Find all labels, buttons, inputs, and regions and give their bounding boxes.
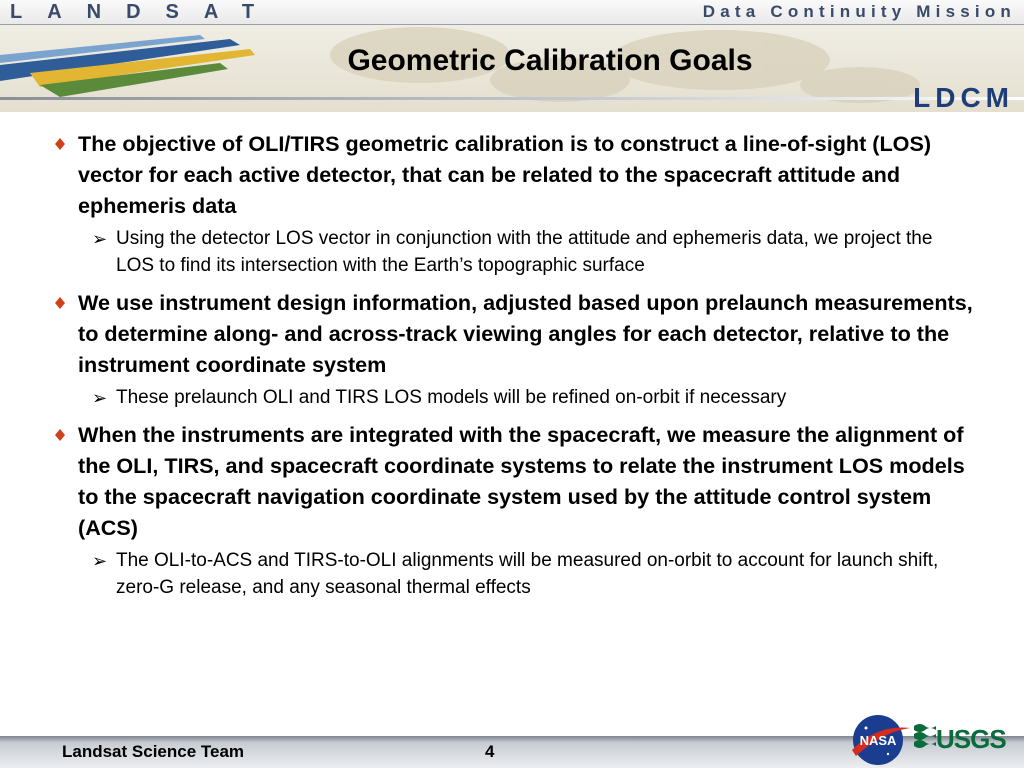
bullet-text: When the instruments are integrated with the spacecraft, we measure the alignment of the OLI, TIRS, and spacecraft coordinate systems to relate the instrument LOS models to the spacecraft navigation coordinate system used by the attitude control system (ACS)	[78, 422, 965, 540]
diamond-bullet-icon	[55, 297, 65, 309]
footer-team-name: Landsat Science Team	[62, 742, 245, 761]
sub-bullet-text: The OLI-to-ACS and TIRS-to-OLI alignments will be measured on-orbit to account for launch shift, zero-G release, and any seasonal thermal effects	[116, 550, 939, 598]
slide-title: Geometric Calibration Goals	[347, 44, 753, 77]
landsat-brand: LANDSAT	[10, 1, 280, 23]
header-top-bar	[0, 0, 1024, 25]
header-rule	[0, 97, 1024, 100]
bullet-text: The objective of OLI/TIRS geometric calibration is to construct a line-of-sight (LOS) vector for each active detector, that can be related to the spacecraft attitude and ephemeris data	[78, 131, 932, 218]
nasa-logo	[848, 710, 912, 766]
slide-content	[0, 128, 1024, 609]
diamond-bullet-icon	[55, 138, 65, 150]
sub-bullet-1	[0, 225, 956, 279]
bullet-3	[0, 419, 978, 543]
bullet-1	[0, 128, 978, 221]
mission-name: Data Continuity Mission	[702, 2, 1016, 21]
page-number: 4	[485, 742, 495, 761]
usgs-wave-icon	[914, 722, 936, 752]
sub-bullet-text: These prelaunch OLI and TIRS LOS models will be refined on-orbit if necessary	[116, 387, 787, 408]
diamond-bullet-icon	[55, 429, 65, 441]
bullet-text: We use instrument design information, adjusted based upon prelaunch measurements, to determine along- and across-track viewing angles for each detector, relative to the instrument coordinate system	[78, 290, 973, 377]
nasa-wordmark: NASA	[859, 733, 897, 748]
sub-bullet-3	[0, 547, 956, 601]
sub-bullet-text: Using the detector LOS vector in conjunction with the attitude and ephemeris data, we project the LOS to find its intersection with the Earth’s topographic surface	[116, 228, 933, 276]
bullet-2	[0, 287, 978, 380]
ldcm-logo: LDCM	[913, 82, 1014, 112]
arrow-bullet-icon: ➢	[92, 551, 108, 571]
arrow-bullet-icon: ➢	[92, 229, 108, 249]
sub-bullet-2	[0, 384, 956, 411]
usgs-logo: USGS	[936, 724, 1006, 754]
arrow-bullet-icon: ➢	[92, 388, 108, 408]
